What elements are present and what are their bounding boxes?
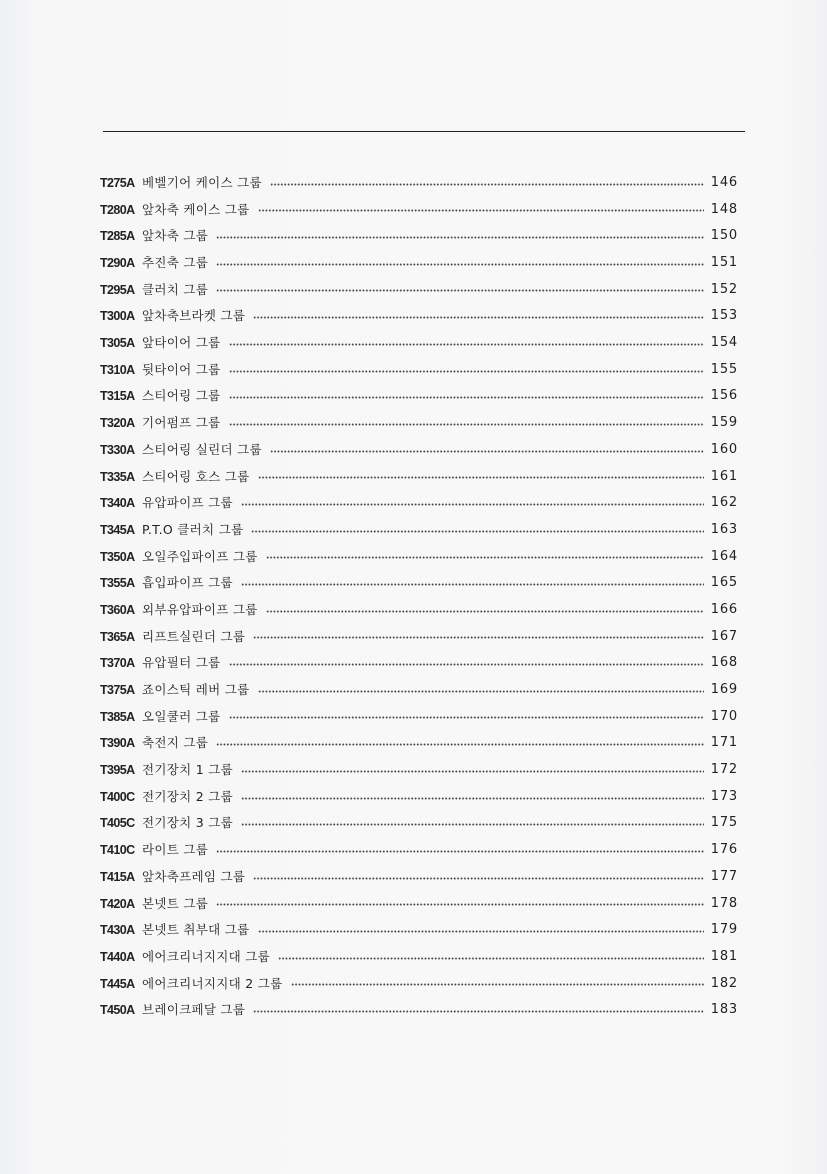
- toc-leader-dots: [258, 206, 704, 215]
- toc-page-number: 172: [710, 762, 738, 778]
- toc-title: 기어펌프 그룹: [142, 415, 221, 431]
- toc-page-number: 154: [710, 335, 738, 351]
- toc-page-number: 182: [710, 975, 738, 991]
- toc-page-number: 153: [710, 308, 738, 324]
- toc-code: T405C: [100, 816, 135, 831]
- toc-entry[interactable]: [100, 650, 738, 677]
- toc-page-number: 162: [710, 495, 738, 511]
- toc-code: T300A: [100, 309, 135, 324]
- toc-code: T390A: [100, 736, 135, 751]
- toc-page-number: 173: [710, 788, 738, 804]
- toc-leader-dots: [229, 393, 704, 402]
- toc-entry[interactable]: [100, 757, 738, 784]
- toc-code: T345A: [100, 522, 135, 537]
- toc-code: T355A: [100, 576, 135, 591]
- toc-code: T370A: [100, 656, 135, 671]
- toc-entry[interactable]: [100, 437, 738, 464]
- toc-leader-dots: [241, 767, 704, 776]
- toc-leader-dots: [270, 447, 704, 456]
- toc-title: 유압필터 그룹: [142, 655, 221, 671]
- toc-entry[interactable]: [100, 330, 738, 357]
- toc-leader-dots: [216, 740, 704, 749]
- toc-title: 리프트실린더 그룹: [142, 628, 246, 644]
- toc-entry[interactable]: [100, 677, 738, 704]
- toc-title: 앞차축브라켓 그룹: [142, 308, 246, 324]
- header-rule: [103, 131, 745, 132]
- toc-entry[interactable]: [100, 891, 738, 918]
- toc-entry[interactable]: [100, 197, 738, 224]
- toc-leader-dots: [229, 340, 704, 349]
- toc-code: T430A: [100, 923, 135, 938]
- toc-title: 클러치 그룹: [142, 281, 209, 297]
- toc-page-number: 170: [710, 708, 738, 724]
- toc-code: T320A: [100, 416, 135, 431]
- toc-code: T290A: [100, 256, 135, 271]
- toc-code: T335A: [100, 469, 135, 484]
- toc-code: T305A: [100, 336, 135, 351]
- toc-entry[interactable]: [100, 464, 738, 491]
- toc-code: T415A: [100, 869, 135, 884]
- toc-entry[interactable]: [100, 704, 738, 731]
- toc-code: T400C: [100, 789, 135, 804]
- toc-page-number: 181: [710, 948, 738, 964]
- toc-entry[interactable]: [100, 811, 738, 838]
- toc-page-number: 167: [710, 628, 738, 644]
- toc-page-number: 183: [710, 1002, 738, 1018]
- toc-leader-dots: [266, 607, 704, 616]
- toc-page-number: 155: [710, 361, 738, 377]
- toc-entry[interactable]: [100, 624, 738, 651]
- toc-code: T385A: [100, 709, 135, 724]
- toc-code: T315A: [100, 389, 135, 404]
- toc-title: 전기장치 3 그룹: [142, 815, 234, 831]
- table-of-contents: [100, 170, 738, 1024]
- toc-leader-dots: [241, 500, 704, 509]
- toc-code: T375A: [100, 683, 135, 698]
- toc-code: T310A: [100, 362, 135, 377]
- toc-page-number: 164: [710, 548, 738, 564]
- toc-leader-dots: [266, 553, 704, 562]
- toc-page-number: 165: [710, 575, 738, 591]
- toc-entry[interactable]: [100, 971, 738, 998]
- toc-page-number: 151: [710, 255, 738, 271]
- toc-title: 오일쿨러 그룹: [142, 708, 221, 724]
- toc-code: T295A: [100, 282, 135, 297]
- toc-entry[interactable]: [100, 490, 738, 517]
- toc-entry[interactable]: [100, 784, 738, 811]
- toc-title: 흡입파이프 그룹: [142, 575, 233, 591]
- toc-title: 축전지 그룹: [142, 735, 209, 751]
- toc-entry[interactable]: [100, 357, 738, 384]
- toc-leader-dots: [251, 527, 704, 536]
- toc-leader-dots: [253, 1007, 704, 1016]
- toc-page-number: 178: [710, 895, 738, 911]
- toc-title: P.T.O 클러치 그룹: [142, 521, 244, 537]
- toc-page-number: 168: [710, 655, 738, 671]
- toc-entry[interactable]: [100, 864, 738, 891]
- toc-leader-dots: [241, 794, 704, 803]
- toc-entry[interactable]: [100, 917, 738, 944]
- toc-entry[interactable]: [100, 544, 738, 571]
- toc-code: T440A: [100, 949, 135, 964]
- toc-leader-dots: [216, 286, 704, 295]
- toc-entry[interactable]: [100, 277, 738, 304]
- toc-leader-dots: [241, 820, 704, 829]
- toc-title: 외부유압파이프 그룹: [142, 601, 258, 617]
- toc-entry[interactable]: [100, 730, 738, 757]
- toc-title: 앞차축프레임 그룹: [142, 868, 246, 884]
- toc-page-number: 169: [710, 682, 738, 698]
- toc-page-number: 176: [710, 842, 738, 858]
- toc-leader-dots: [253, 633, 704, 642]
- toc-page-number: 150: [710, 228, 738, 244]
- toc-code: T420A: [100, 896, 135, 911]
- toc-page-number: 175: [710, 815, 738, 831]
- toc-leader-dots: [253, 313, 704, 322]
- toc-title: 에어크리너지지대 그룹: [142, 948, 271, 964]
- toc-entry[interactable]: [100, 570, 738, 597]
- toc-title: 전기장치 1 그룹: [142, 762, 234, 778]
- toc-title: 추진축 그룹: [142, 255, 209, 271]
- toc-title: 전기장치 2 그룹: [142, 788, 234, 804]
- toc-leader-dots: [229, 660, 704, 669]
- toc-title: 베벨기어 케이스 그룹: [142, 174, 262, 190]
- toc-code: T280A: [100, 202, 135, 217]
- toc-code: T275A: [100, 175, 135, 190]
- toc-leader-dots: [270, 180, 704, 189]
- toc-code: T285A: [100, 229, 135, 244]
- toc-leader-dots: [258, 473, 704, 482]
- toc-title: 브레이크페달 그룹: [142, 1002, 246, 1018]
- toc-entry[interactable]: [100, 303, 738, 330]
- toc-page-number: 156: [710, 388, 738, 404]
- toc-title: 뒷타이어 그룹: [142, 361, 221, 377]
- toc-title: 오일주입파이프 그룹: [142, 548, 258, 564]
- toc-leader-dots: [291, 980, 704, 989]
- toc-leader-dots: [229, 420, 704, 429]
- toc-code: T340A: [100, 496, 135, 511]
- toc-leader-dots: [216, 233, 704, 242]
- toc-entry[interactable]: [100, 837, 738, 864]
- toc-leader-dots: [216, 847, 704, 856]
- toc-entry[interactable]: [100, 250, 738, 277]
- toc-title: 앞타이어 그룹: [142, 335, 221, 351]
- toc-leader-dots: [229, 367, 704, 376]
- toc-entry[interactable]: [100, 223, 738, 250]
- toc-code: T395A: [100, 763, 135, 778]
- toc-entry[interactable]: [100, 517, 738, 544]
- toc-leader-dots: [216, 260, 704, 269]
- toc-page-number: 160: [710, 441, 738, 457]
- toc-page-number: 166: [710, 601, 738, 617]
- toc-title: 스티어링 그룹: [142, 388, 221, 404]
- toc-title: 스티어링 호스 그룹: [142, 468, 250, 484]
- toc-title: 앞차축 케이스 그룹: [142, 201, 250, 217]
- toc-page-number: 152: [710, 281, 738, 297]
- toc-leader-dots: [229, 713, 704, 722]
- toc-leader-dots: [216, 900, 704, 909]
- toc-entry[interactable]: [100, 997, 738, 1024]
- toc-title: 죠이스틱 레버 그룹: [142, 682, 250, 698]
- toc-page-number: 171: [710, 735, 738, 751]
- toc-title: 스티어링 실린더 그룹: [142, 441, 262, 457]
- toc-code: T410C: [100, 843, 135, 858]
- toc-leader-dots: [278, 954, 704, 963]
- toc-page-number: 146: [710, 174, 738, 190]
- toc-entry[interactable]: [100, 384, 738, 411]
- toc-code: T445A: [100, 976, 135, 991]
- toc-code: T330A: [100, 442, 135, 457]
- toc-code: T360A: [100, 602, 135, 617]
- toc-title: 라이트 그룹: [142, 842, 209, 858]
- toc-code: T365A: [100, 629, 135, 644]
- toc-page-number: 179: [710, 922, 738, 938]
- toc-page-number: 148: [710, 201, 738, 217]
- toc-leader-dots: [258, 927, 704, 936]
- toc-entry[interactable]: [100, 170, 738, 197]
- toc-leader-dots: [258, 687, 704, 696]
- toc-title: 유압파이프 그룹: [142, 495, 233, 511]
- toc-entry[interactable]: [100, 410, 738, 437]
- toc-page-number: 177: [710, 868, 738, 884]
- toc-entry[interactable]: [100, 597, 738, 624]
- toc-title: 본넷트 취부대 그룹: [142, 922, 250, 938]
- toc-title: 앞차축 그룹: [142, 228, 209, 244]
- toc-code: T450A: [100, 1003, 135, 1018]
- toc-code: T350A: [100, 549, 135, 564]
- toc-page-number: 161: [710, 468, 738, 484]
- toc-title: 에어크리너지지대 2 그룹: [142, 975, 283, 991]
- toc-title: 본넷트 그룹: [142, 895, 209, 911]
- toc-leader-dots: [253, 874, 704, 883]
- toc-page-number: 163: [710, 521, 738, 537]
- toc-page-number: 159: [710, 415, 738, 431]
- toc-entry[interactable]: [100, 944, 738, 971]
- toc-leader-dots: [241, 580, 704, 589]
